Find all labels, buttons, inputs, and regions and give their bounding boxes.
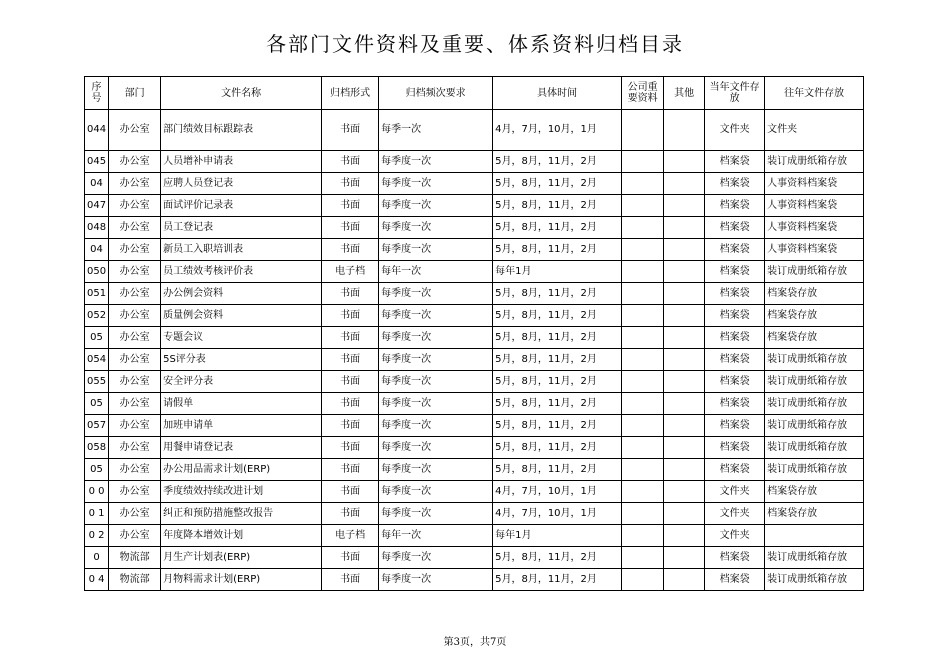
cell-name: 加班申请单	[161, 415, 322, 437]
cell-seq: 051	[85, 283, 109, 305]
cell-other	[664, 459, 705, 481]
cell-past	[765, 525, 864, 547]
cell-dept: 物流部	[109, 569, 161, 591]
cell-time: 5月，8月，11月，2月	[493, 283, 622, 305]
cell-form: 书面	[322, 503, 379, 525]
header-key: 公司重要资料	[622, 77, 664, 110]
cell-cur: 档案袋	[705, 283, 765, 305]
cell-other	[664, 371, 705, 393]
cell-other	[664, 195, 705, 217]
cell-key	[622, 217, 664, 239]
cell-freq: 每季度一次	[379, 305, 493, 327]
cell-form: 书面	[322, 151, 379, 173]
cell-dept: 办公室	[109, 195, 161, 217]
cell-past: 装订成册纸箱存放	[765, 151, 864, 173]
table-row	[85, 239, 864, 261]
cell-cur: 文件夹	[705, 503, 765, 525]
table-body	[85, 110, 864, 591]
cell-form: 书面	[322, 195, 379, 217]
cell-other	[664, 569, 705, 591]
cell-past: 装订成册纸箱存放	[765, 569, 864, 591]
cell-other	[664, 503, 705, 525]
cell-form: 书面	[322, 437, 379, 459]
cell-time: 4月，7月，10月，1月	[493, 481, 622, 503]
header-seq: 序号	[85, 77, 109, 110]
header-name: 文件名称	[161, 77, 322, 110]
cell-past: 装订成册纸箱存放	[765, 459, 864, 481]
header-dept: 部门	[109, 77, 161, 110]
cell-cur: 档案袋	[705, 349, 765, 371]
cell-name: 5S评分表	[161, 349, 322, 371]
cell-form: 电子档	[322, 525, 379, 547]
cell-cur: 文件夹	[705, 525, 765, 547]
cell-seq: 0 0	[85, 481, 109, 503]
cell-form: 电子档	[322, 261, 379, 283]
cell-cur: 文件夹	[705, 110, 765, 151]
cell-freq: 每季度一次	[379, 217, 493, 239]
table-row	[85, 481, 864, 503]
page-footer: 第3页，共7页	[443, 637, 507, 648]
cell-key	[622, 151, 664, 173]
cell-other	[664, 110, 705, 151]
cell-time: 5月，8月，11月，2月	[493, 151, 622, 173]
cell-key	[622, 415, 664, 437]
cell-form: 书面	[322, 415, 379, 437]
cell-cur: 档案袋	[705, 305, 765, 327]
cell-name: 专题会议	[161, 327, 322, 349]
table-row	[85, 393, 864, 415]
header-cur: 当年文件存放	[705, 77, 765, 110]
cell-seq: 0 1	[85, 503, 109, 525]
cell-key	[622, 393, 664, 415]
cell-key	[622, 195, 664, 217]
cell-name: 应聘人员登记表	[161, 173, 322, 195]
cell-cur: 档案袋	[705, 217, 765, 239]
cell-past: 装订成册纸箱存放	[765, 349, 864, 371]
cell-key	[622, 239, 664, 261]
cell-freq: 每季度一次	[379, 503, 493, 525]
cell-freq: 每季度一次	[379, 371, 493, 393]
cell-freq: 每季度一次	[379, 547, 493, 569]
cell-seq: 058	[85, 437, 109, 459]
table-row	[85, 503, 864, 525]
cell-cur: 档案袋	[705, 195, 765, 217]
cell-name: 安全评分表	[161, 371, 322, 393]
cell-key	[622, 459, 664, 481]
cell-key	[622, 327, 664, 349]
cell-name: 季度绩效持续改进计划	[161, 481, 322, 503]
page-title: 各部门文件资料及重要、体系资料归档目录	[266, 32, 684, 56]
cell-seq: 05	[85, 393, 109, 415]
cell-key	[622, 547, 664, 569]
cell-seq: 050	[85, 261, 109, 283]
cell-dept: 办公室	[109, 459, 161, 481]
cell-dept: 办公室	[109, 503, 161, 525]
cell-form: 书面	[322, 173, 379, 195]
cell-key	[622, 283, 664, 305]
cell-cur: 档案袋	[705, 459, 765, 481]
cell-key	[622, 305, 664, 327]
cell-dept: 物流部	[109, 547, 161, 569]
cell-past: 人事资料档案袋	[765, 173, 864, 195]
cell-name: 员工登记表	[161, 217, 322, 239]
table-row	[85, 349, 864, 371]
cell-form: 书面	[322, 110, 379, 151]
cell-past: 档案袋存放	[765, 503, 864, 525]
cell-time: 5月，8月，11月，2月	[493, 239, 622, 261]
cell-freq: 每季度一次	[379, 393, 493, 415]
cell-time: 5月，8月，11月，2月	[493, 393, 622, 415]
cell-freq: 每季度一次	[379, 349, 493, 371]
cell-form: 书面	[322, 393, 379, 415]
cell-name: 质量例会资料	[161, 305, 322, 327]
cell-time: 5月，8月，11月，2月	[493, 349, 622, 371]
cell-past: 档案袋存放	[765, 305, 864, 327]
cell-form: 书面	[322, 305, 379, 327]
cell-name: 部门绩效目标跟踪表	[161, 110, 322, 151]
cell-other	[664, 437, 705, 459]
cell-dept: 办公室	[109, 525, 161, 547]
cell-time: 5月，8月，11月，2月	[493, 415, 622, 437]
cell-time: 4月，7月，10月，1月	[493, 110, 622, 151]
cell-name: 新员工入职培训表	[161, 239, 322, 261]
archive-table	[84, 76, 864, 591]
cell-time: 5月，8月，11月，2月	[493, 217, 622, 239]
cell-form: 书面	[322, 217, 379, 239]
cell-dept: 办公室	[109, 173, 161, 195]
cell-form: 书面	[322, 283, 379, 305]
cell-seq: 05	[85, 459, 109, 481]
table-row	[85, 459, 864, 481]
cell-freq: 每季度一次	[379, 437, 493, 459]
cell-freq: 每季度一次	[379, 195, 493, 217]
cell-other	[664, 261, 705, 283]
table-row	[85, 525, 864, 547]
table-row	[85, 569, 864, 591]
table-row	[85, 151, 864, 173]
cell-name: 请假单	[161, 393, 322, 415]
cell-dept: 办公室	[109, 327, 161, 349]
cell-dept: 办公室	[109, 349, 161, 371]
cell-name: 办公例会资料	[161, 283, 322, 305]
cell-time: 5月，8月，11月，2月	[493, 569, 622, 591]
cell-other	[664, 327, 705, 349]
cell-dept: 办公室	[109, 239, 161, 261]
cell-time: 5月，8月，11月，2月	[493, 437, 622, 459]
header-time: 具体时间	[493, 77, 622, 110]
cell-seq: 04	[85, 239, 109, 261]
table-row	[85, 283, 864, 305]
cell-name: 员工绩效考核评价表	[161, 261, 322, 283]
cell-other	[664, 173, 705, 195]
cell-past: 档案袋存放	[765, 481, 864, 503]
cell-key	[622, 569, 664, 591]
cell-name: 面试评价记录表	[161, 195, 322, 217]
header-other: 其他	[664, 77, 705, 110]
cell-name: 年度降本增效计划	[161, 525, 322, 547]
cell-freq: 每季度一次	[379, 481, 493, 503]
cell-name: 用餐申请登记表	[161, 437, 322, 459]
cell-freq: 每年一次	[379, 525, 493, 547]
cell-form: 书面	[322, 239, 379, 261]
cell-cur: 档案袋	[705, 173, 765, 195]
cell-dept: 办公室	[109, 481, 161, 503]
cell-form: 书面	[322, 547, 379, 569]
cell-other	[664, 547, 705, 569]
cell-time: 每年1月	[493, 525, 622, 547]
cell-past: 档案袋存放	[765, 283, 864, 305]
cell-name: 纠正和预防措施整改报告	[161, 503, 322, 525]
cell-key	[622, 525, 664, 547]
header-form: 归档形式	[322, 77, 379, 110]
cell-cur: 档案袋	[705, 327, 765, 349]
cell-seq: 045	[85, 151, 109, 173]
cell-freq: 每季度一次	[379, 415, 493, 437]
cell-other	[664, 525, 705, 547]
cell-time: 5月，8月，11月，2月	[493, 327, 622, 349]
cell-cur: 档案袋	[705, 393, 765, 415]
cell-freq: 每季度一次	[379, 173, 493, 195]
cell-time: 5月，8月，11月，2月	[493, 173, 622, 195]
cell-cur: 档案袋	[705, 371, 765, 393]
cell-name: 月物料需求计划(ERP)	[161, 569, 322, 591]
cell-other	[664, 415, 705, 437]
table-row	[85, 305, 864, 327]
cell-past: 装订成册纸箱存放	[765, 261, 864, 283]
cell-freq: 每季度一次	[379, 239, 493, 261]
cell-dept: 办公室	[109, 283, 161, 305]
cell-other	[664, 217, 705, 239]
table-row	[85, 327, 864, 349]
cell-dept: 办公室	[109, 217, 161, 239]
cell-time: 5月，8月，11月，2月	[493, 547, 622, 569]
cell-key	[622, 371, 664, 393]
cell-form: 书面	[322, 481, 379, 503]
cell-dept: 办公室	[109, 305, 161, 327]
cell-time: 5月，8月，11月，2月	[493, 195, 622, 217]
cell-seq: 057	[85, 415, 109, 437]
cell-name: 办公用品需求计划(ERP)	[161, 459, 322, 481]
cell-other	[664, 349, 705, 371]
cell-cur: 档案袋	[705, 239, 765, 261]
cell-dept: 办公室	[109, 371, 161, 393]
cell-dept: 办公室	[109, 437, 161, 459]
cell-past: 装订成册纸箱存放	[765, 437, 864, 459]
cell-time: 4月，7月，10月，1月	[493, 503, 622, 525]
cell-other	[664, 283, 705, 305]
cell-past: 人事资料档案袋	[765, 239, 864, 261]
cell-past: 装订成册纸箱存放	[765, 393, 864, 415]
cell-seq: 04	[85, 173, 109, 195]
table-row	[85, 173, 864, 195]
cell-past: 人事资料档案袋	[765, 217, 864, 239]
table-row	[85, 195, 864, 217]
cell-dept: 办公室	[109, 110, 161, 151]
cell-seq: 0	[85, 547, 109, 569]
header-row	[85, 77, 864, 110]
cell-key	[622, 503, 664, 525]
cell-cur: 档案袋	[705, 437, 765, 459]
cell-seq: 0 4	[85, 569, 109, 591]
cell-freq: 每季度一次	[379, 151, 493, 173]
cell-cur: 档案袋	[705, 151, 765, 173]
cell-seq: 054	[85, 349, 109, 371]
table-row	[85, 110, 864, 151]
cell-cur: 档案袋	[705, 569, 765, 591]
cell-name: 月生产计划表(ERP)	[161, 547, 322, 569]
cell-time: 5月，8月，11月，2月	[493, 459, 622, 481]
cell-freq: 每季度一次	[379, 459, 493, 481]
cell-time: 5月，8月，11月，2月	[493, 305, 622, 327]
cell-freq: 每季度一次	[379, 569, 493, 591]
cell-past: 装订成册纸箱存放	[765, 415, 864, 437]
cell-key	[622, 481, 664, 503]
cell-past: 装订成册纸箱存放	[765, 371, 864, 393]
table-row	[85, 547, 864, 569]
table-row	[85, 217, 864, 239]
cell-dept: 办公室	[109, 415, 161, 437]
cell-key	[622, 349, 664, 371]
table-row	[85, 261, 864, 283]
cell-past: 人事资料档案袋	[765, 195, 864, 217]
cell-cur: 档案袋	[705, 547, 765, 569]
cell-form: 书面	[322, 459, 379, 481]
cell-time: 5月，8月，11月，2月	[493, 371, 622, 393]
cell-other	[664, 481, 705, 503]
cell-other	[664, 305, 705, 327]
cell-other	[664, 393, 705, 415]
cell-key	[622, 173, 664, 195]
cell-seq: 0 2	[85, 525, 109, 547]
cell-seq: 044	[85, 110, 109, 151]
cell-key	[622, 110, 664, 151]
cell-form: 书面	[322, 349, 379, 371]
cell-cur: 档案袋	[705, 415, 765, 437]
cell-dept: 办公室	[109, 151, 161, 173]
cell-freq: 每季度一次	[379, 283, 493, 305]
cell-key	[622, 261, 664, 283]
cell-name: 人员增补申请表	[161, 151, 322, 173]
cell-freq: 每季一次	[379, 110, 493, 151]
cell-time: 每年1月	[493, 261, 622, 283]
table-row	[85, 371, 864, 393]
header-past: 往年文件存放	[765, 77, 864, 110]
cell-past: 装订成册纸箱存放	[765, 547, 864, 569]
cell-other	[664, 151, 705, 173]
cell-seq: 047	[85, 195, 109, 217]
table-row	[85, 437, 864, 459]
cell-cur: 文件夹	[705, 481, 765, 503]
cell-seq: 055	[85, 371, 109, 393]
cell-past: 档案袋存放	[765, 327, 864, 349]
cell-seq: 052	[85, 305, 109, 327]
cell-seq: 048	[85, 217, 109, 239]
cell-freq: 每年一次	[379, 261, 493, 283]
cell-past: 文件夹	[765, 110, 864, 151]
cell-form: 书面	[322, 569, 379, 591]
table-row	[85, 415, 864, 437]
cell-key	[622, 437, 664, 459]
cell-freq: 每季度一次	[379, 327, 493, 349]
cell-form: 书面	[322, 327, 379, 349]
cell-other	[664, 239, 705, 261]
cell-form: 书面	[322, 371, 379, 393]
cell-seq: 05	[85, 327, 109, 349]
header-freq: 归档频次要求	[379, 77, 493, 110]
cell-dept: 办公室	[109, 393, 161, 415]
cell-dept: 办公室	[109, 261, 161, 283]
cell-cur: 档案袋	[705, 261, 765, 283]
